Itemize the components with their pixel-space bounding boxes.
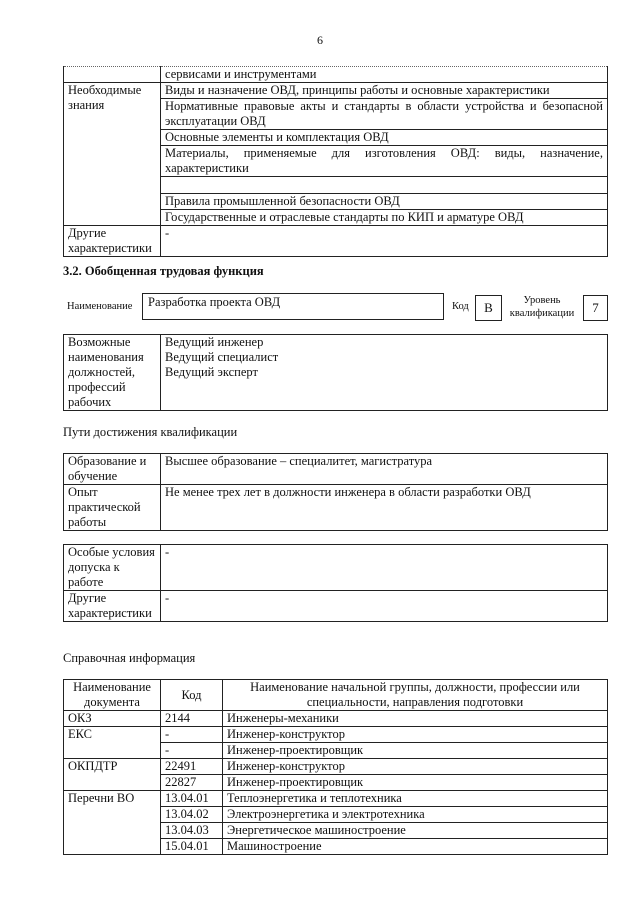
knowledge-item: Основные элементы и комплектация ОВД bbox=[161, 130, 608, 146]
table-row bbox=[64, 791, 608, 807]
code-cell: 15.04.01 bbox=[161, 839, 223, 855]
code-cell: 22827 bbox=[161, 775, 223, 791]
doc-cell: ОКПДТР bbox=[64, 759, 161, 791]
code-cell: 2144 bbox=[161, 711, 223, 727]
reference-table bbox=[63, 679, 608, 855]
other-characteristics-label: Другие характеристики bbox=[64, 226, 161, 257]
other-characteristics-value: - bbox=[161, 226, 608, 257]
code-cell: - bbox=[161, 727, 223, 743]
knowledge-item: Правила промышленной безопасности ОВД bbox=[161, 194, 608, 210]
table-row bbox=[64, 226, 608, 257]
position-item: Ведущий специалист bbox=[165, 350, 279, 364]
table-row bbox=[64, 83, 608, 99]
code-cell: - bbox=[161, 743, 223, 759]
header-name: Наименование начальной группы, должности, профессии или специальности, направления подготовки bbox=[223, 680, 608, 711]
doc-cell: ОКЗ bbox=[64, 711, 161, 727]
table-header-row bbox=[64, 680, 608, 711]
education-table bbox=[63, 453, 608, 531]
code-cell: 13.04.01 bbox=[161, 791, 223, 807]
code-cell: 22491 bbox=[161, 759, 223, 775]
knowledge-table bbox=[63, 66, 608, 257]
name-label: Наименование bbox=[67, 301, 133, 312]
paths-heading: Пути достижения квалификации bbox=[63, 425, 238, 439]
table-row bbox=[64, 545, 608, 591]
level-label: Уровень квалификации bbox=[509, 295, 575, 319]
name-value: Разработка проекта ОВД bbox=[148, 295, 281, 309]
education-value: Высшее образование – специалитет, магистратура bbox=[161, 454, 608, 485]
name-cell: Инженер-проектировщик bbox=[223, 775, 608, 791]
name-cell: Инженер-проектировщик bbox=[223, 743, 608, 759]
experience-value: Не менее трех лет в должности инженера в области разработки ОВД bbox=[161, 485, 608, 531]
doc-cell: ЕКС bbox=[64, 727, 161, 759]
table-row bbox=[64, 485, 608, 531]
table-row bbox=[64, 711, 608, 727]
table-row bbox=[64, 454, 608, 485]
reference-heading: Справочная информация bbox=[63, 651, 196, 665]
positions-label: Возможные наименования должностей, профессий рабочих bbox=[64, 335, 161, 411]
section-heading: 3.2. Обобщенная трудовая функция bbox=[63, 264, 264, 278]
page-number: 6 bbox=[317, 33, 323, 47]
name-cell: Инженеры-механики bbox=[223, 711, 608, 727]
name-cell: Машиностроение bbox=[223, 839, 608, 855]
position-item: Ведущий инженер bbox=[165, 335, 264, 349]
position-item: Ведущий эксперт bbox=[165, 365, 258, 379]
knowledge-label: Необходимые знания bbox=[64, 83, 161, 226]
code-value: В bbox=[475, 295, 502, 321]
header-document: Наименование документа bbox=[64, 680, 161, 711]
code-cell: 13.04.02 bbox=[161, 807, 223, 823]
other-label: Другие характеристики bbox=[64, 591, 161, 622]
knowledge-item: Нормативные правовые акты и стандарты в области устройства и безопасной эксплуатации ОВД bbox=[161, 99, 608, 130]
code-cell: 13.04.03 bbox=[161, 823, 223, 839]
knowledge-item: Государственные и отраслевые стандарты по КИП и арматуре ОВД bbox=[161, 210, 608, 226]
other-value: - bbox=[161, 591, 608, 622]
doc-cell: Перечни ВО bbox=[64, 791, 161, 855]
continued-text: сервисами и инструментами bbox=[161, 67, 608, 83]
level-value: 7 bbox=[583, 295, 608, 321]
header-code: Код bbox=[161, 680, 223, 711]
name-value-box bbox=[142, 293, 444, 320]
education-label: Образование и обучение bbox=[64, 454, 161, 485]
table-row bbox=[64, 759, 608, 775]
name-cell: Теплоэнергетика и теплотехника bbox=[223, 791, 608, 807]
conditions-value: - bbox=[161, 545, 608, 591]
name-cell: Энергетическое машиностроение bbox=[223, 823, 608, 839]
table-row bbox=[64, 727, 608, 743]
positions-table bbox=[63, 334, 608, 411]
conditions-label: Особые условия допуска к работе bbox=[64, 545, 161, 591]
name-cell: Инженер-конструктор bbox=[223, 759, 608, 775]
name-cell: Электроэнергетика и электротехника bbox=[223, 807, 608, 823]
knowledge-item: Материалы, применяемые для изготовления ОВД: виды, назначение, характеристики bbox=[161, 146, 608, 177]
table-row bbox=[64, 591, 608, 622]
name-cell: Инженер-конструктор bbox=[223, 727, 608, 743]
code-label: Код bbox=[452, 301, 469, 312]
conditions-table bbox=[63, 544, 608, 622]
table-row bbox=[64, 335, 608, 411]
experience-label: Опыт практической работы bbox=[64, 485, 161, 531]
knowledge-item bbox=[161, 177, 608, 194]
knowledge-item: Виды и назначение ОВД, принципы работы и основные характеристики bbox=[161, 83, 608, 99]
table-row bbox=[64, 67, 608, 83]
